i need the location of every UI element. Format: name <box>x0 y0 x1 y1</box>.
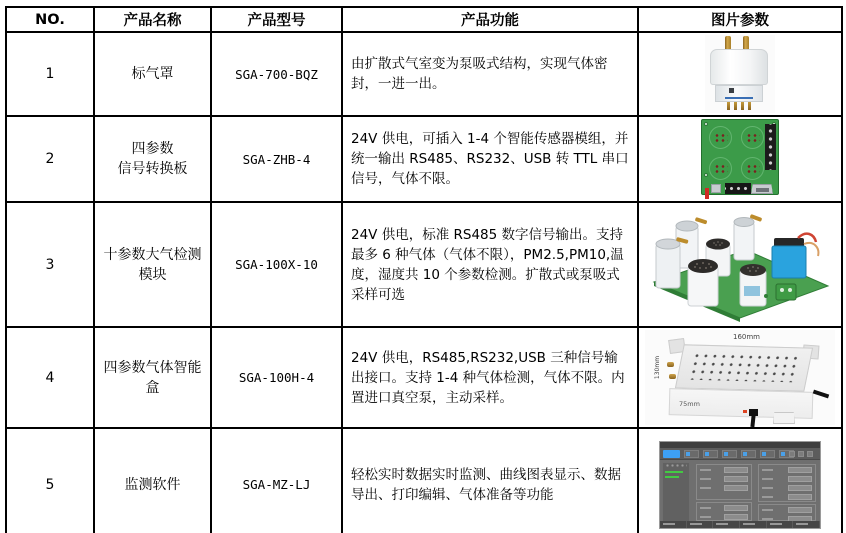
product-name-line: 四参数气体智能 <box>103 359 202 376</box>
product-photo-cell <box>638 116 842 202</box>
product-name-cell <box>94 32 211 116</box>
product-model: SGA-100X-10 <box>211 202 342 327</box>
sensor-cylinder-silver <box>734 214 762 260</box>
header-row <box>6 7 842 32</box>
row-number: 1 <box>6 32 94 116</box>
sensor-pin <box>741 102 744 110</box>
software-toolbar <box>660 448 820 460</box>
product-function: 24V 供电，标准 RS485 数字信号输出。支持最多 6 种气体（气体不限），PM2.5,PM10,温度，湿度共 10 个参数检测。扩散式或泵吸式采样可选 <box>342 202 638 327</box>
product-photo-cell <box>638 428 842 533</box>
col-header-product-name: 产品名称 <box>94 7 211 32</box>
software-panel <box>758 504 816 521</box>
sensor-cylinder-black-cap <box>740 264 766 306</box>
db-connector <box>773 412 795 424</box>
converter-pcb-photo <box>701 119 779 199</box>
product-photo-cell <box>638 202 842 327</box>
dimension-label-left: 130mm <box>654 355 662 380</box>
gas-cap-photo <box>705 35 775 113</box>
col-header-product-model: 产品型号 <box>211 7 342 32</box>
product-model: SGA-ZHB-4 <box>211 116 342 202</box>
sensor-socket <box>741 157 764 180</box>
product-photo-cell <box>638 32 842 116</box>
product-name-cell <box>94 116 211 202</box>
brass-fitting <box>667 362 674 367</box>
sensor-socket <box>709 157 732 180</box>
brass-fitting <box>669 374 676 379</box>
dimension-label-top: 160mm <box>733 333 760 341</box>
software-panel <box>696 464 752 500</box>
software-panel <box>696 502 752 521</box>
product-name-line: 盒 <box>145 379 160 396</box>
gas-cap-body <box>710 49 768 85</box>
product-name-cell <box>94 327 211 428</box>
dimension-label-front: 75mm <box>679 400 700 408</box>
product-function: 由扩散式气室变为泵吸式结构，实现气体密封，一进一出。 <box>342 32 638 116</box>
col-header-no: NO. <box>6 7 94 32</box>
side-cable <box>813 390 829 399</box>
products-table <box>5 6 843 533</box>
table-row <box>6 428 842 533</box>
col-header-image-params: 图片参数 <box>638 7 842 32</box>
sensor-cylinder-black-cap <box>688 259 718 306</box>
product-name-line: 监测软件 <box>124 476 181 493</box>
software-statusbar <box>660 521 820 528</box>
air-module-photo <box>648 208 833 322</box>
table-row <box>6 32 842 116</box>
product-name-cell <box>94 202 211 327</box>
red-component <box>705 188 709 199</box>
green-terminal-block <box>776 284 796 300</box>
product-name-line: 标气罩 <box>131 66 174 82</box>
product-name-line: 信号转换板 <box>117 161 188 177</box>
sensor-pin <box>734 102 737 110</box>
row-number: 4 <box>6 327 94 428</box>
product-photo-cell <box>638 327 842 428</box>
col-header-product-function: 产品功能 <box>342 7 638 32</box>
usb-port <box>711 184 721 193</box>
product-model: SGA-700-BQZ <box>211 32 342 116</box>
power-terminal <box>725 183 751 194</box>
row-number: 2 <box>6 116 94 202</box>
row-number: 3 <box>6 202 94 327</box>
product-function: 24V 供电，可插入 1-4 个智能传感器模组，并统一输出 RS485、RS232、USB 转 TTL 串口信号，气体不限。 <box>342 116 638 202</box>
indicator-led <box>743 410 747 413</box>
db9-connector <box>751 184 773 194</box>
row-number: 5 <box>6 428 94 533</box>
blue-pm-sensor <box>772 233 818 277</box>
sensor-pin <box>748 102 751 110</box>
table-row <box>6 116 842 202</box>
table-row <box>6 202 842 327</box>
product-model: SGA-MZ-LJ <box>211 428 342 533</box>
product-model: SGA-100H-4 <box>211 327 342 428</box>
sensor-socket <box>709 126 732 149</box>
air-module-illustration <box>648 208 833 322</box>
qr-code <box>729 88 734 93</box>
product-name-line: 模块 <box>138 266 167 283</box>
terminal-block <box>765 124 776 170</box>
software-screenshot <box>659 441 821 529</box>
product-name-line: 四参数 <box>131 141 174 157</box>
software-active-tab <box>663 450 680 458</box>
sensor-base <box>715 85 763 102</box>
product-function: 轻松实时数据实时监测、曲线图表显示、数据导出、打印编辑、气体准备等功能 <box>342 428 638 533</box>
enclosure-top <box>675 344 813 391</box>
sensor-pin <box>727 102 730 110</box>
product-name-line: 十参数大气检测 <box>103 246 202 263</box>
software-panel <box>758 464 816 502</box>
software-sidebar <box>662 462 690 522</box>
label-text <box>725 97 753 99</box>
smart-gas-box-photo <box>645 330 835 425</box>
sensor-socket <box>741 126 764 149</box>
power-cable <box>750 415 755 427</box>
product-name-cell <box>94 428 211 533</box>
vent-holes <box>688 352 801 383</box>
product-function: 24V 供电，RS485,RS232,USB 三种信号输出接口。支持 1-4 种气体检测，气体不限。内置进口真空泵，主动采样。 <box>342 327 638 428</box>
table-row <box>6 327 842 428</box>
